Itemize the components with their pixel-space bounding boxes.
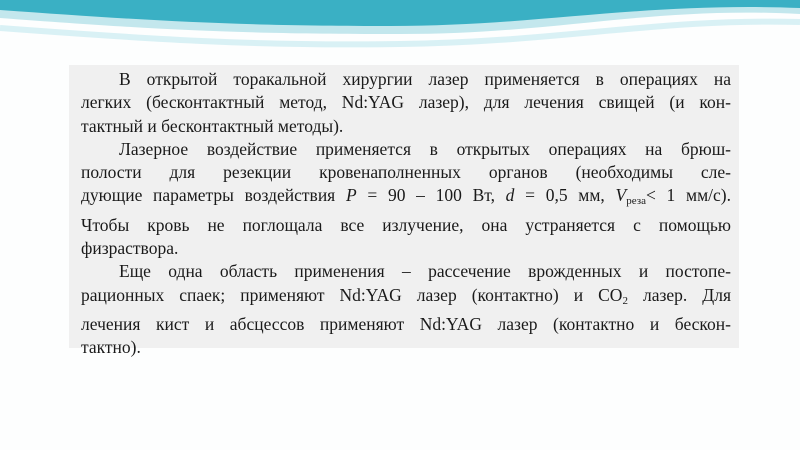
paragraph-1-line-3: тактный и бесконтактный методы).: [81, 115, 344, 136]
document-body: [81, 68, 731, 360]
diameter-symbol: d: [505, 185, 515, 206]
paragraph-3-line-1: Еще одна область применения – рассечение врожденных и постопе-: [119, 261, 731, 282]
co2-subscript: 2: [622, 294, 628, 307]
paragraph-3-line-3: лечения кист и абсцессов применяют Nd:YAG лазер (контактно и бескон-: [81, 313, 731, 334]
paragraph-2-line-4: Чтобы кровь не поглощала все излучение, она устраняется с помощью: [81, 214, 731, 235]
paragraph-1-line-1: В открытой торакальной хирургии лазер применяется в операциях на: [119, 69, 731, 89]
velocity-symbol: V: [615, 185, 627, 206]
text-fragment: рационных спаек; применяют Nd:YAG лазер (контактно) и CO: [81, 284, 623, 305]
paragraph-2-line-2: полости для резекции кровенаполненных органов (необходимы сле-: [81, 162, 731, 183]
paragraph-1-line-2: легких (бесконтактный метод, Nd:YAG лазер), для лечения свищей (и кон-: [81, 92, 731, 113]
paragraph-3-line-2: [81, 284, 731, 313]
text-fragment: < 1 мм/с).: [645, 185, 731, 206]
paragraph-3-line-4: тактно).: [81, 337, 141, 358]
text-fragment: дующие параметры воздействия: [81, 185, 346, 206]
text-fragment: лазер. Для: [627, 284, 731, 305]
velocity-subscript: реза: [626, 195, 646, 208]
paragraph-2-line-3: [81, 184, 731, 213]
text-panel: [69, 65, 739, 358]
paragraph-2-line-5: физраствора.: [81, 238, 179, 259]
paragraph-2-line-1: Лазерное воздействие применяется в открытых операциях на брюш-: [119, 138, 731, 159]
header-wave-decoration: [0, 0, 800, 70]
text-fragment: = 0,5 мм,: [514, 185, 616, 206]
text-fragment: = 90 – 100 Вт,: [356, 185, 506, 206]
power-symbol: P: [345, 185, 357, 206]
